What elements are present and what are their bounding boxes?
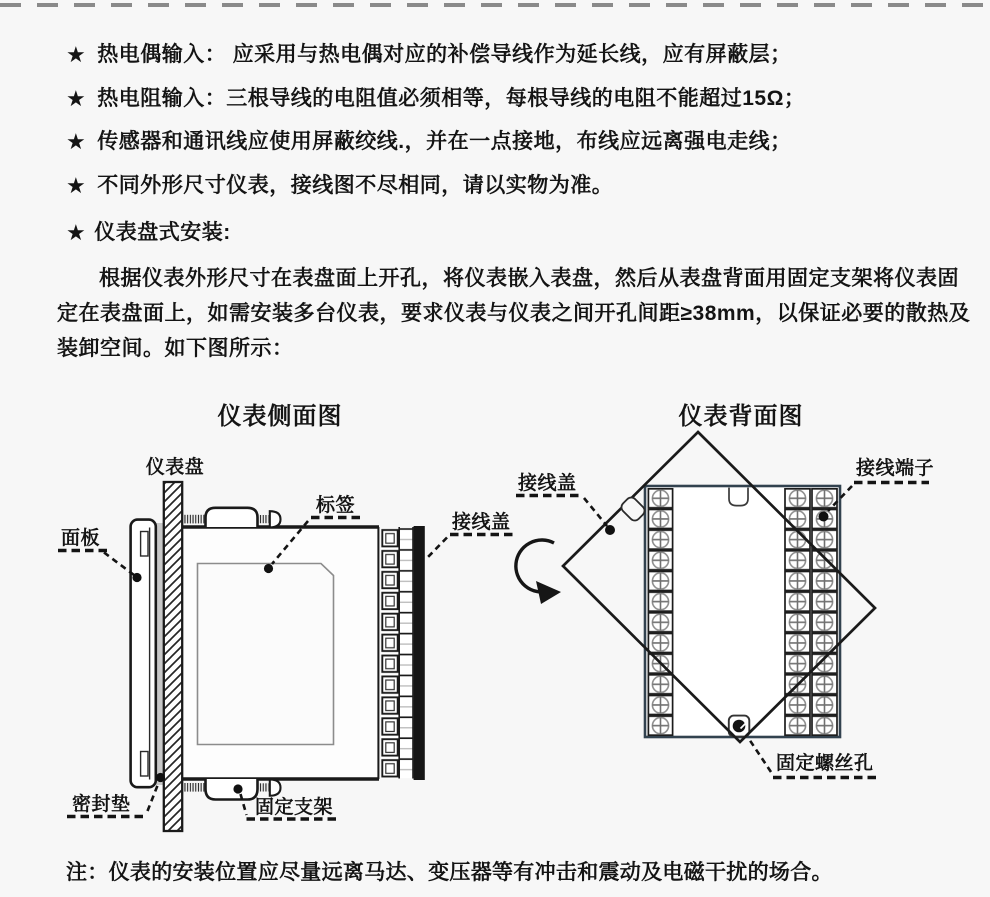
section-title: 仪表盘式安装: [94,221,231,244]
side-terminal-cover-bar [414,526,425,780]
top-clip-tab [729,488,748,506]
terminal-column-right-1 [784,488,811,736]
bullet-text: 不同外形尺寸仪表，接线图不尽相同，请以实物为准。 [97,174,614,197]
terminal-column-right-2 [811,488,838,736]
cover-notch-tab [619,495,647,523]
panel-mount-paragraph: 根据仪表外形尺寸在表盘面上开孔，将仪表嵌入表盘，然后从表盘背面用固定支架将仪表固定在表盘面上，如需安装多台仪表，要求仪表与仪表之间开孔间距≥38mm，以保证必要的散热及装卸空间。如下图所示： [57,267,971,360]
panel-board-label: 仪表盘 [145,457,205,478]
fixing-screw-hole-label: 固定螺丝孔 [776,753,874,774]
back-view-title: 仪表背面图 [678,401,804,430]
mounting-panel-hatched [164,482,182,831]
terminal-column-left [648,488,674,736]
side-terminal-cover-label: 接线盖 [452,512,511,533]
side-view-diagram [58,455,515,831]
fixing-bracket-label: 固定支架 [255,797,334,818]
rotation-arrow-icon [516,540,561,604]
wiring-terminals-label: 接线端子 [856,458,935,479]
star-icon: ★ [66,129,87,154]
front-panel-label: 面板 [61,528,101,549]
seal-gasket-label: 密封垫 [72,794,131,815]
front-panel-pointer-dot [132,573,141,582]
bullet-text: 传感器和通讯线应使用屏蔽绞线.，并在一点接地，布线应远离强电走线； [97,130,792,153]
side-terminal-strip [381,526,425,780]
star-icon: ★ [66,220,87,245]
star-icon: ★ [66,42,87,67]
terminal-cover-pointer-dot [605,525,615,535]
front-panel-bezel [131,520,156,788]
bullet-text: 热电偶输入： 应采用与热电偶对应的补偿导线作为延长线，应有屏蔽层； [97,43,792,66]
side-view-title: 仪表侧面图 [217,401,343,430]
wiring-terminals-pointer-dot [819,512,829,522]
back-terminal-cover-label: 接线盖 [518,473,577,494]
top-fixing-bracket [184,508,281,528]
label-sticker-area [198,564,334,745]
star-icon: ★ [66,173,87,198]
bullet-text: 热电阻输入：三根导线的电阻值必须相等，每根导线的电阻不能超过15Ω； [97,87,806,110]
label-sticker-label: 标签 [316,495,356,516]
back-view-diagram [516,432,934,778]
star-icon: ★ [66,86,87,111]
seal-gasket-pointer-dot [156,773,165,782]
label-sticker-pointer-dot [264,564,273,573]
installation-note: 注：仪表的安装位置应尽量远离马达、变压器等有冲击和震动及电磁干扰的场合。 [66,861,833,884]
